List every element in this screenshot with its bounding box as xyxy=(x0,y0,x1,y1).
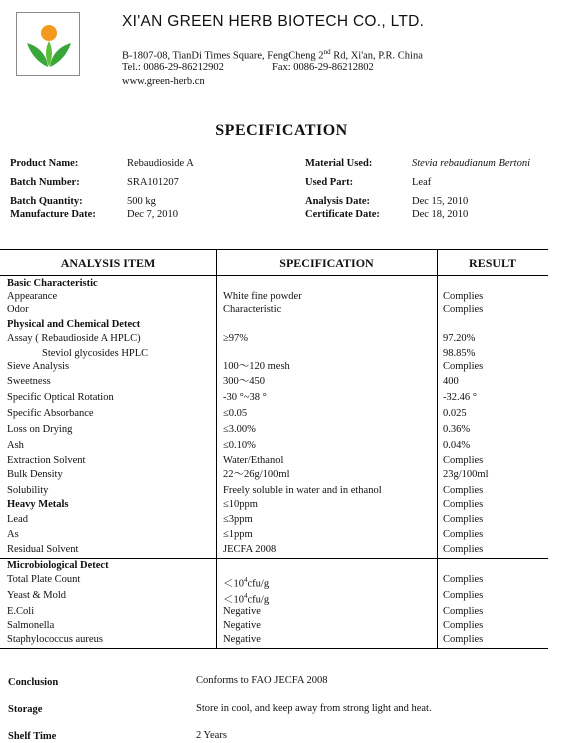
shelf-time-value: 2 Years xyxy=(196,730,227,741)
product-name-label: Product Name: xyxy=(10,158,79,169)
analysis-item-cell: Specific Absorbance xyxy=(7,408,94,419)
herb-leaf-icon xyxy=(17,13,79,75)
product-name-value: Rebaudioside A xyxy=(127,158,194,169)
analysis-item-cell: Assay ( Rebaudioside A HPLC) xyxy=(7,333,141,344)
material-used-label: Material Used: xyxy=(305,158,373,169)
storage-value: Store in cool, and keep away from strong light and heat. xyxy=(196,703,432,714)
specification-cell: 300～450 xyxy=(223,376,265,387)
result-cell: Complies xyxy=(443,499,484,510)
company-website: www.green-herb.cn xyxy=(122,76,205,87)
result-cell: 0.04% xyxy=(443,440,471,451)
result-cell: 400 xyxy=(443,376,459,387)
result-cell: Complies xyxy=(443,514,484,525)
conclusion-value: Conforms to FAO JECFA 2008 xyxy=(196,675,328,686)
header-analysis-item: ANALYSIS ITEM xyxy=(60,256,156,270)
analysis-item-cell: Sweetness xyxy=(7,376,51,387)
analysis-item-cell: Total Plate Count xyxy=(7,574,81,585)
manufacture-date-value: Dec 7, 2010 xyxy=(127,209,179,220)
specification-cell: Negative xyxy=(223,606,261,617)
shelf-time-label: Shelf Time xyxy=(8,731,57,742)
company-fax: Fax: 0086-29-86212802 xyxy=(272,62,374,73)
analysis-item-cell: Loss on Drying xyxy=(7,424,73,435)
analysis-item-cell: Sieve Analysis xyxy=(7,361,70,372)
analysis-item-cell: Appearance xyxy=(7,291,58,302)
analysis-item-cell: Microbiological Detect xyxy=(7,560,109,571)
specification-cell: Water/Ethanol xyxy=(223,455,284,466)
result-cell: 23g/100ml xyxy=(443,469,489,480)
table-micro-border xyxy=(0,558,548,559)
analysis-item-cell: Residual Solvent xyxy=(7,544,79,555)
specification-cell: JECFA 2008 xyxy=(223,544,277,555)
specification-cell: ≤3ppm xyxy=(223,514,253,525)
analysis-item-cell: Ash xyxy=(7,440,24,451)
result-cell: Complies xyxy=(443,361,484,372)
analysis-date-value: Dec 15, 2010 xyxy=(412,196,469,207)
table-header-border xyxy=(0,275,548,276)
specification-cell: 100～120 mesh xyxy=(223,361,290,372)
company-address: B-1807-08, TianDi Times Square, FengCheng 2nd Rd, Xi'an, P.R. China xyxy=(122,48,423,62)
analysis-item-cell: Specific Optical Rotation xyxy=(7,392,114,403)
specification-cell: -30 °~38 ° xyxy=(223,392,267,403)
batch-number-value: SRA101207 xyxy=(127,177,179,188)
specification-cell: ≥97% xyxy=(223,333,249,344)
specification-cell: Freely soluble in water and in ethanol xyxy=(223,485,382,496)
specification-cell: Negative xyxy=(223,620,261,631)
result-cell: Complies xyxy=(443,529,484,540)
result-cell: 0.36% xyxy=(443,424,471,435)
analysis-item-cell: Solubility xyxy=(7,485,49,496)
batch-number-label: Batch Number: xyxy=(10,177,80,188)
specification-cell: $<10^4cfu/g$ xyxy=(223,576,270,590)
result-cell: Complies xyxy=(443,620,484,631)
analysis-item-cell: As xyxy=(7,529,19,540)
analysis-item-cell: E.Coli xyxy=(7,606,35,617)
specification-cell: $<10^4cfu/g$ xyxy=(223,592,270,606)
specification-cell: ≤0.05 xyxy=(223,408,248,419)
analysis-item-cell: Basic Characteristic xyxy=(7,278,98,289)
company-tel: Tel.: 0086-29-86212902 xyxy=(122,62,224,73)
analysis-item-cell: Staphylococcus aureus xyxy=(7,634,103,645)
analysis-item-cell: Odor xyxy=(7,304,29,315)
company-logo xyxy=(16,12,80,76)
analysis-item-cell: Lead xyxy=(7,514,28,525)
header-specification: SPECIFICATION xyxy=(279,256,374,270)
material-used-value: Stevia rebaudianum Bertoni xyxy=(412,158,531,169)
result-cell: 0.025 xyxy=(443,408,467,419)
specification-cell: Negative xyxy=(223,634,261,645)
batch-quantity-label: Batch Quantity: xyxy=(10,196,83,207)
specification-cell: ≤0.10% xyxy=(223,440,256,451)
specification-cell: Characteristic xyxy=(223,304,282,315)
result-cell: Complies xyxy=(443,606,484,617)
company-name: XI'AN GREEN HERB BIOTECH CO., LTD. xyxy=(122,13,425,30)
page-title: SPECIFICATION xyxy=(215,122,348,139)
result-cell: -32.46 ° xyxy=(443,392,477,403)
analysis-item-cell: Extraction Solvent xyxy=(7,455,86,466)
certificate-date-value: Dec 18, 2010 xyxy=(412,209,469,220)
analysis-item-cell: Physical and Chemical Detect xyxy=(7,319,141,330)
result-cell: Complies xyxy=(443,304,484,315)
result-cell: Complies xyxy=(443,455,484,466)
analysis-item-cell: Steviol glycosides HPLC xyxy=(42,348,149,359)
table-bottom-border xyxy=(0,648,548,649)
specification-cell: ≤1ppm xyxy=(223,529,253,540)
used-part-label: Used Part: xyxy=(305,177,354,188)
conclusion-label: Conclusion xyxy=(8,677,59,688)
table-divider-2 xyxy=(437,249,438,648)
result-cell: Complies xyxy=(443,634,484,645)
result-cell: 97.20% xyxy=(443,333,476,344)
header-result: RESULT xyxy=(469,256,516,270)
analysis-item-cell: Heavy Metals xyxy=(7,499,69,510)
batch-quantity-value: 500 kg xyxy=(127,196,156,207)
result-cell: 98.85% xyxy=(443,348,476,359)
specification-cell: White fine powder xyxy=(223,291,302,302)
table-divider-1 xyxy=(216,249,217,648)
manufacture-date-label: Manufacture Date: xyxy=(10,209,96,220)
result-cell: Complies xyxy=(443,590,484,601)
result-cell: Complies xyxy=(443,291,484,302)
table-top-border xyxy=(0,249,548,250)
analysis-item-cell: Yeast & Mold xyxy=(7,590,67,601)
analysis-item-cell: Salmonella xyxy=(7,620,55,631)
result-cell: Complies xyxy=(443,544,484,555)
certificate-date-label: Certificate Date: xyxy=(305,209,380,220)
specification-cell: ≤3.00% xyxy=(223,424,256,435)
result-cell: Complies xyxy=(443,574,484,585)
analysis-date-label: Analysis Date: xyxy=(305,196,371,207)
storage-label: Storage xyxy=(8,704,43,715)
used-part-value: Leaf xyxy=(412,177,432,188)
result-cell: Complies xyxy=(443,485,484,496)
specification-cell: ≤10ppm xyxy=(223,499,258,510)
specification-cell: 22～26g/100ml xyxy=(223,469,290,480)
analysis-item-cell: Bulk Density xyxy=(7,469,63,480)
